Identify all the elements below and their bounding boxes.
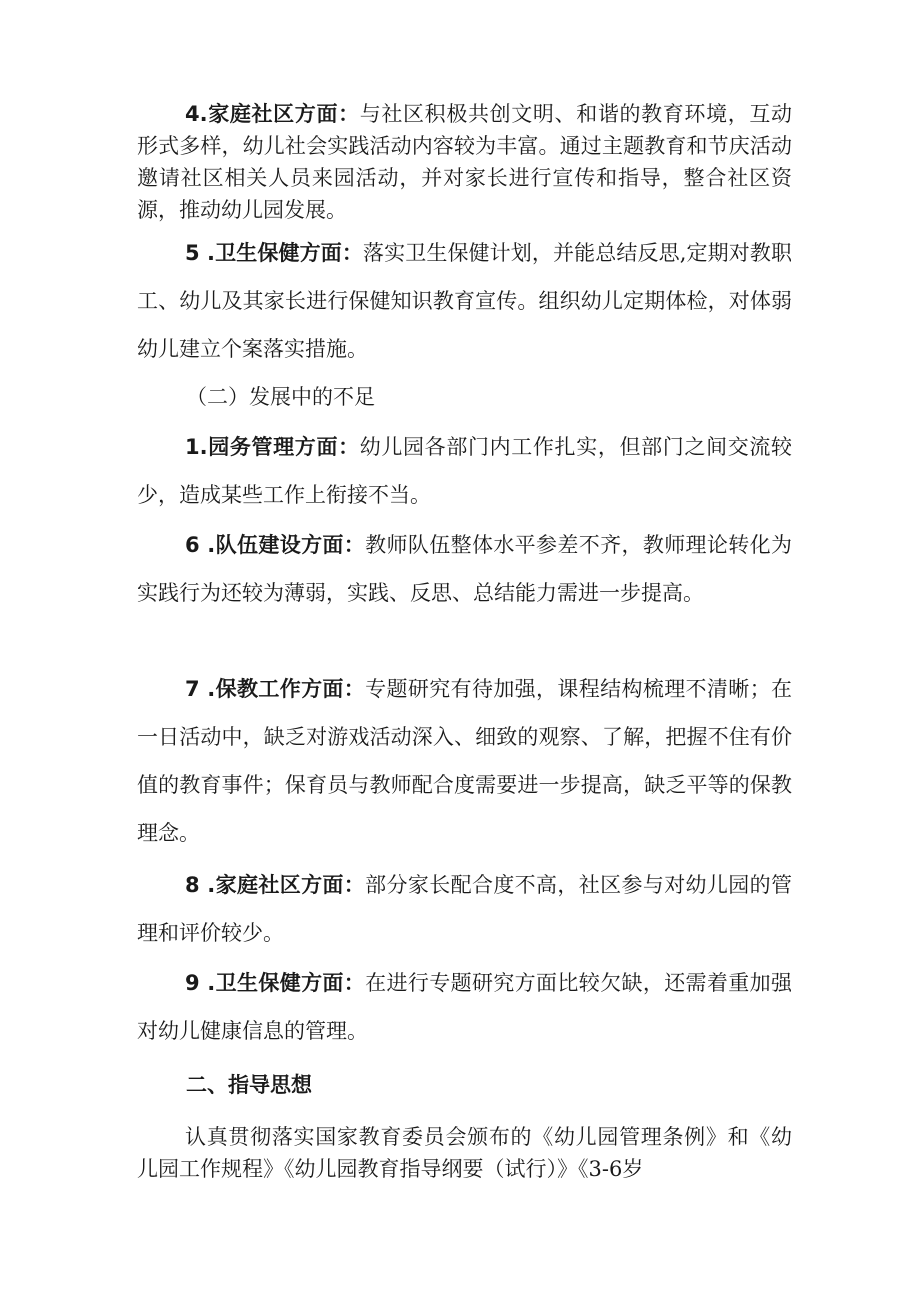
paragraph-text: 专题研究有待加强，课程结构梳理不清晰；在一日活动中，缺乏对游戏活动深入、细致的观察、了解，把握不住有价值的教育事件；保育员与教师配合度需要进一步提高，缺乏平等的保教理念。 — [137, 677, 793, 845]
paragraph-health-care — [137, 229, 792, 373]
paragraph-label: 1.园务管理方面： — [185, 435, 360, 459]
paragraph-label: 5 .卫生保健方面： — [185, 241, 363, 265]
paragraph-team-building — [137, 521, 792, 617]
paragraph-text: 部分家长配合度不高，社区参与对幼儿园的管理和评价较少。 — [137, 873, 793, 945]
paragraph-text: 落实卫生保健计划，并能总结反思,定期对教职工、幼儿及其家长进行保健知识教育宣传。组织幼儿定期体检，对体弱幼儿建立个案落实措施。 — [137, 241, 792, 361]
paragraph-family-community — [137, 98, 792, 226]
paragraph-health-care-shortcoming — [137, 959, 792, 1055]
paragraph-text: 教师队伍整体水平参差不齐，教师理论转化为实践行为还较为薄弱，实践、反思、总结能力需进一步提高。 — [137, 533, 793, 605]
paragraph-admin-management — [137, 423, 792, 519]
paragraph-label: 4.家庭社区方面： — [185, 102, 360, 126]
paragraph-label: 9 .卫生保健方面： — [185, 971, 366, 995]
paragraph-text: 幼儿园各部门内工作扎实，但部门之间交流较少，造成某些工作上衔接不当。 — [137, 435, 792, 507]
paragraph-text: 在进行专题研究方面比较欠缺，还需着重加强对幼儿健康信息的管理。 — [137, 971, 793, 1043]
paragraph-family-community-shortcoming — [137, 861, 792, 957]
paragraph-care-education — [137, 665, 792, 857]
paragraph-text: 认真贯彻落实国家教育委员会颁布的《幼儿园管理条例》和《幼儿园工作规程》《幼儿园教育指导纲要（试行）》《3-6岁 — [137, 1125, 792, 1181]
paragraph-guiding-ideology — [137, 1121, 792, 1185]
section-heading-guiding-ideology: 二、指导思想 — [186, 1073, 312, 1097]
paragraph-text: 与社区积极共创文明、和谐的教育环境，互动形式多样，幼儿社会实践活动内容较为丰富。通过主题教育和节庆活动邀请社区相关人员来园活动，并对家长进行宣传和指导，整合社区资源，推动幼儿园发展。 — [137, 102, 792, 222]
paragraph-label: 8 .家庭社区方面： — [185, 873, 366, 897]
paragraph-label: 6 .队伍建设方面： — [185, 533, 366, 557]
section-heading-shortcomings: （二）发展中的不足 — [186, 385, 375, 409]
paragraph-label: 7 .保教工作方面： — [185, 677, 366, 701]
